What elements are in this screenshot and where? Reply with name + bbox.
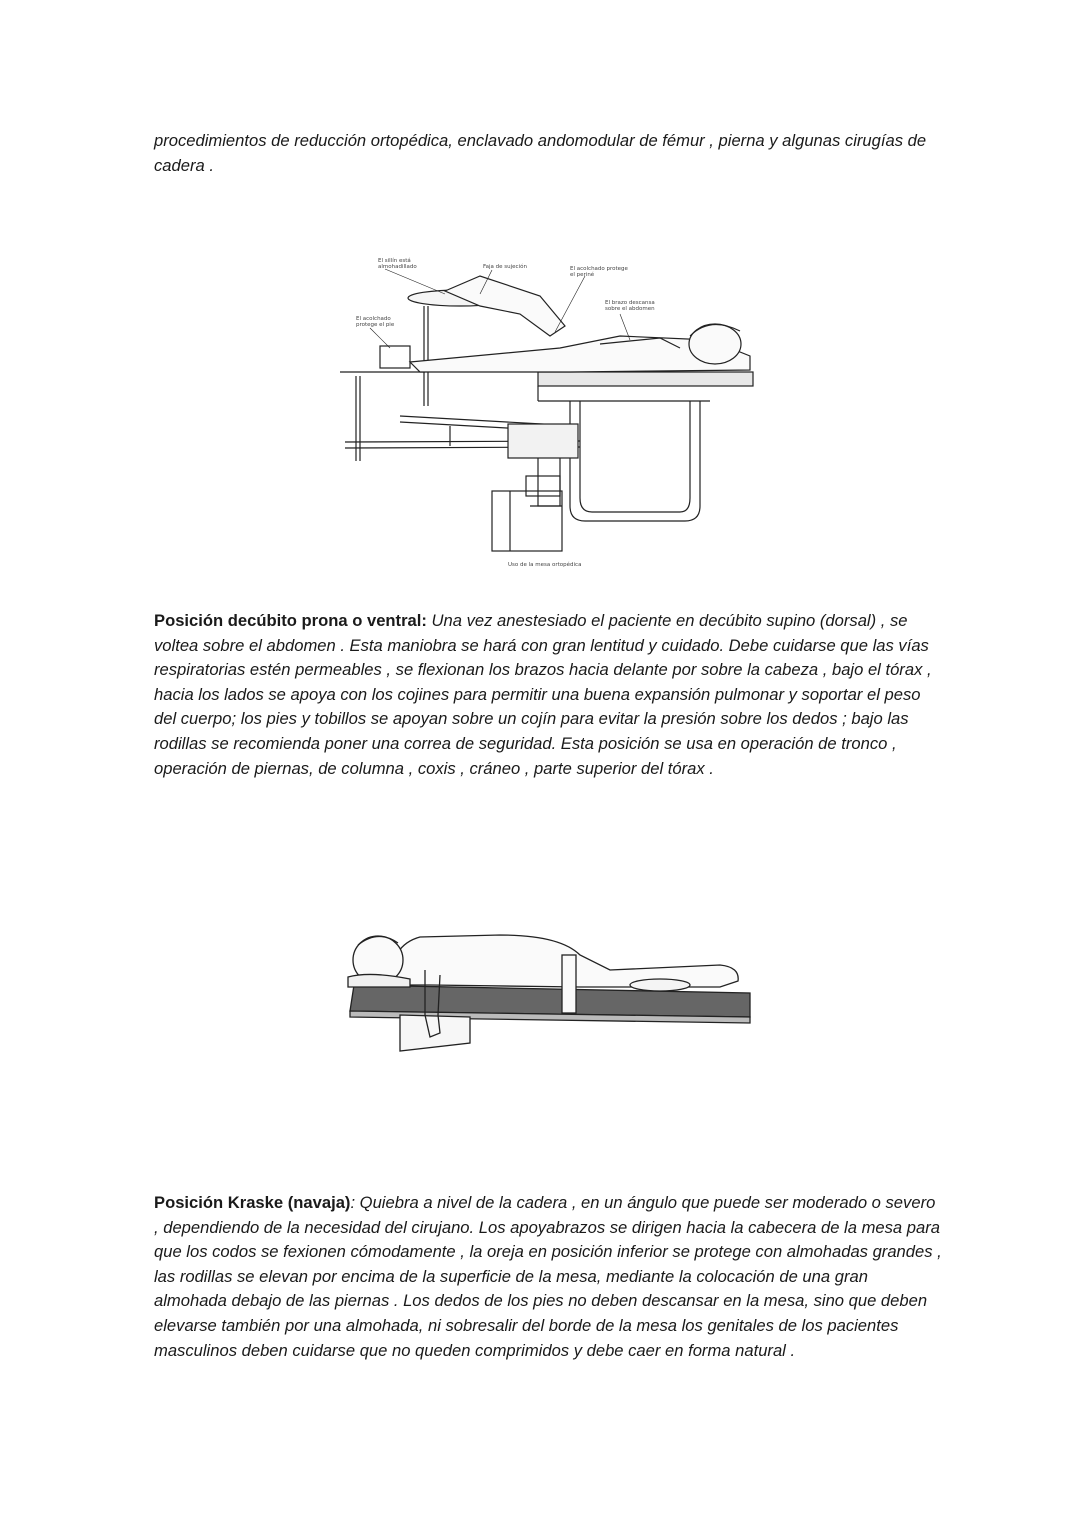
label-sillin-2: almohadillado	[378, 264, 417, 270]
kraske-text: : Quiebra a nivel de la cadera , en un ángulo que puede ser moderado o severo , dependiendo de la necesidad del cirujano. Los apoyabrazos se dirigen hacia la cabecera de la mesa para que los codos se fexionen cómodamente , la oreja en posición inferior se protege con almohadas grandes , las rodillas se elevan por encima de la superficie de la mesa, mediante la colocación de una gran almohada debajo de las piernas . Los dedos de los pies no deben descansar en la mesa, sino que deben elevarse también por una almohada, ni sobresalir del borde de la mesa los genitales de los pacientes masculinos deben cuidarse que no queden comprimidos y debe caer en forma natural .	[154, 1193, 942, 1360]
prona-paragraph	[154, 609, 944, 781]
figure-caption: Uso de la mesa ortopédica	[508, 562, 582, 568]
label-faja: Faja de sujeción	[483, 264, 527, 270]
kraske-heading: Posición Kraske (navaja)	[154, 1193, 351, 1212]
label-brazo: El brazo descansa	[605, 300, 655, 306]
intro-paragraph: procedimientos de reducción ortopédica, enclavado andomodular de fémur , pierna y algunas cirugías de cadera .	[154, 131, 927, 175]
label-sillin: El sillín está	[378, 258, 411, 264]
prone-position-illustration	[330, 915, 760, 1065]
label-acolchado-perine: El acolchado protege	[570, 266, 628, 272]
prona-heading: Posición decúbito prona o ventral:	[154, 611, 427, 630]
orthopedic-table-illustration	[330, 236, 770, 576]
prona-text: Una vez anestesiado el paciente en decúbito supino (dorsal) , se voltea sobre el abdomen . Esta maniobra se hará con gran lentitud y cuidado. Debe cuidarse que las vías respiratorias estén permeables , se flexionan los brazos hacia delante por sobre la cabeza , bajo el tórax , hacia los lados se apoya con los cojines para permitir una buena expansión pulmonar y soportar el peso del cuerpo; los pies y tobillos se apoyan sobre un cojín para evitar la presión sobre los dedos ; bajo las rodillas se recomienda poner una correa de seguridad. Esta posición se usa en operación de tronco , operación de piernas, de columna , coxis , cráneo , parte superior del tórax .	[154, 611, 932, 778]
label-acolchado-perine-2: el periné	[570, 272, 595, 278]
kraske-paragraph	[154, 1191, 944, 1363]
label-acolchado-pie-2: protege el pie	[356, 322, 395, 328]
label-brazo-2: sobre el abdomen	[605, 306, 655, 312]
label-acolchado-pie: El acolchado	[356, 316, 391, 322]
